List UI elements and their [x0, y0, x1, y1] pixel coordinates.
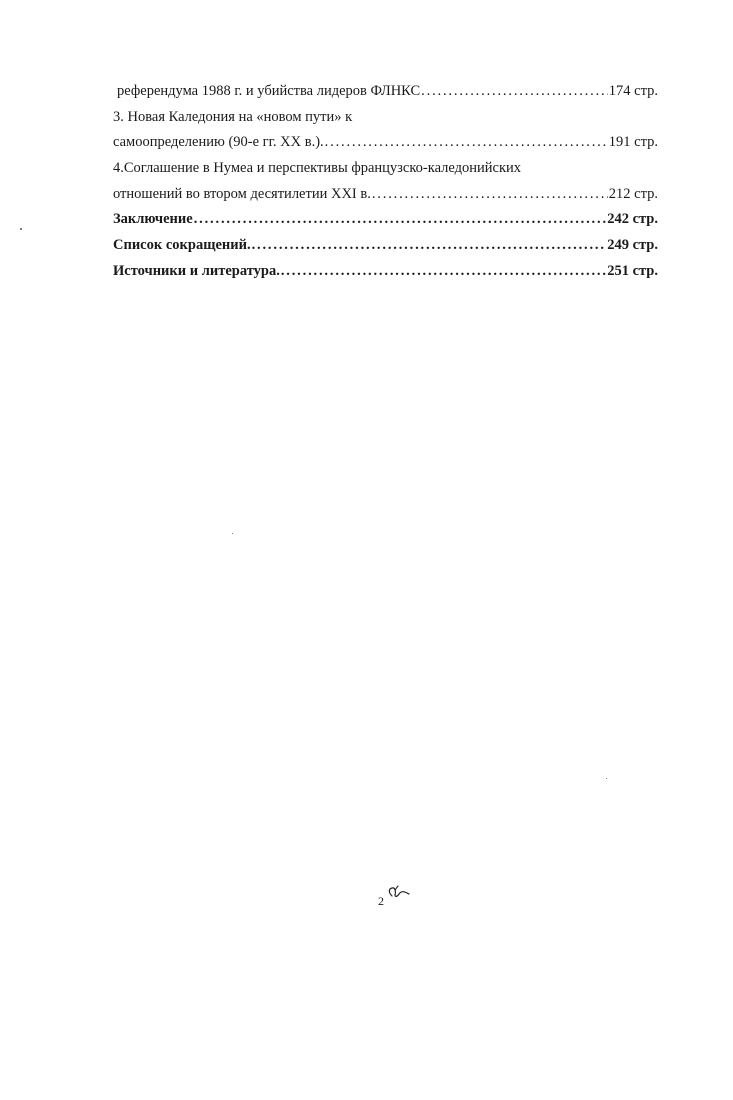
toc-entry-title: отношений во втором десятилетии XXI в.: [113, 185, 371, 202]
toc-entry-title: Заключение: [113, 211, 193, 228]
page-number-digit: 2: [378, 894, 384, 908]
toc-entry: [113, 130, 658, 156]
toc-entry-page: 242 стр.: [607, 211, 658, 228]
toc-entry-title: Источники и литература.: [113, 262, 280, 279]
scan-speck: [232, 533, 233, 534]
dot-leader: [372, 182, 608, 208]
toc-entry: [113, 79, 658, 105]
toc-entry: [113, 105, 658, 131]
dot-leader: [194, 207, 607, 233]
toc-entry-title: самоопределению (90-е гг. XX в.).: [113, 134, 324, 151]
table-of-contents: [113, 79, 658, 285]
toc-entry-title: 4.Соглашение в Нумеа и перспективы французско-каледонийских: [113, 160, 522, 177]
toc-entry-page: 191 стр.: [608, 134, 658, 151]
dot-leader: [325, 130, 608, 156]
toc-entry-title: 3. Новая Каледония на «новом пути» к: [113, 108, 353, 125]
dot-leader: [281, 259, 606, 285]
toc-entry-page: 249 стр.: [607, 237, 658, 254]
toc-entry: [113, 233, 658, 259]
toc-entry-page: 251 стр.: [607, 262, 658, 279]
scan-speck: [606, 778, 607, 779]
toc-entry-title: Список сокращений.: [113, 237, 251, 254]
toc-entry: [113, 182, 658, 208]
toc-entry: [113, 207, 658, 233]
page-number: [376, 884, 416, 914]
dot-leader: [421, 79, 608, 105]
toc-entry-page: 174 стр.: [608, 83, 658, 99]
dot-leader: [252, 233, 607, 259]
toc-entry: [113, 259, 658, 285]
scan-speck: [20, 228, 22, 230]
toc-entry-page: 212 стр.: [608, 185, 658, 202]
toc-entry-title: референдума 1988 г. и убийства лидеров ФЛНКС: [117, 83, 421, 99]
toc-entry: [113, 156, 658, 182]
handwritten-a-mark: [385, 884, 415, 906]
